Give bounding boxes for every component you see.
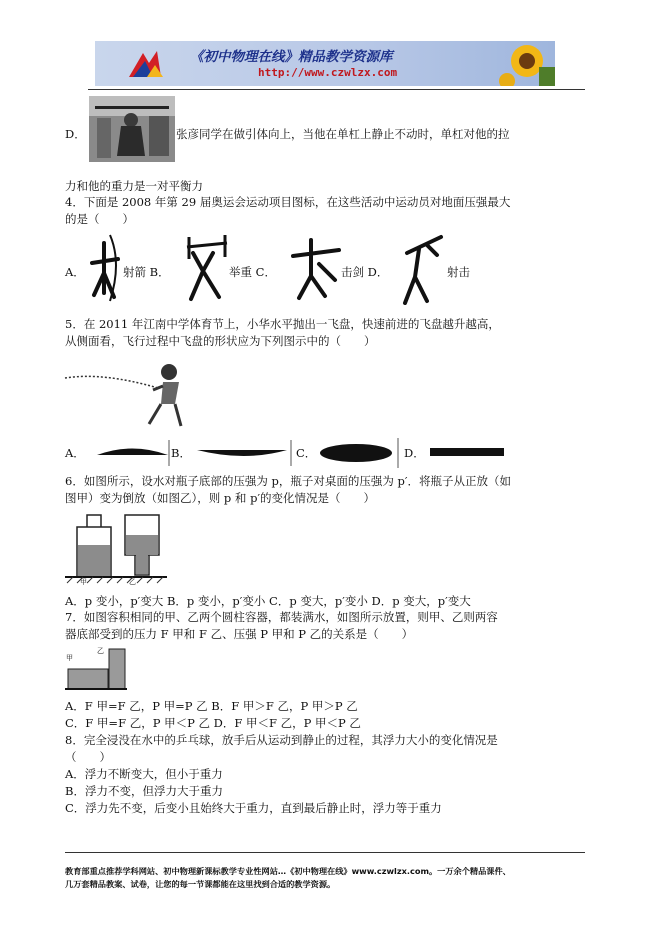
q6-stem-line1: 6．如图所示，设水对瓶子底部的压强为 p，瓶子对桌面的压强为 p′．将瓶子从正放（如 <box>65 474 511 488</box>
disc-shape-c <box>318 438 400 468</box>
pull-up-photo <box>89 96 175 162</box>
q5-option-a-label: A． <box>65 446 85 460</box>
containers-figure <box>63 645 129 693</box>
q5-option-b-label: B． <box>171 446 191 460</box>
pull-up-photo-icon <box>89 96 175 162</box>
q7-options-row1: A．F 甲=F 乙，P 甲=P 乙 B．F 甲＞F 乙，P 甲＞P 乙 <box>65 699 358 713</box>
q4-option-a-label: A． <box>65 265 85 279</box>
header-rule <box>88 89 585 90</box>
q4-option-d-text: 射击 <box>447 265 470 279</box>
q5-stem-line2: 从侧面看，飞行过程中飞盘的形状应为下列图示中的（ ） <box>65 334 376 348</box>
bottles-figure <box>63 509 169 587</box>
q5-stem-line1: 5．在 2011 年江南中学体育节上，小华水平抛出一飞盘，快速前进的飞盘越升越高， <box>65 317 500 331</box>
shooting-pictogram-icon <box>401 233 445 305</box>
q3-option-d-text-cont: 力和他的重力是一对平衡力 <box>65 179 203 193</box>
footer-line2: 几万套精品教案、试卷，让您的每一节课都能在这里找到合适的教学资源。 <box>65 879 336 889</box>
footer-line1: 教育部重点推荐学科网站、初中物理新课标教学专业性网站…《初中物理在线》www.czwlzx.com。一万余个精品课件、 <box>65 866 511 876</box>
weightlifting-pictogram-icon <box>183 233 231 303</box>
q7-label-yi: 乙 <box>97 647 104 655</box>
q8-stem-line1: 8．完全浸没在水中的乒乓球，放手后从运动到静止的过程，其浮力大小的变化情况是 <box>65 733 498 747</box>
fencing-pictogram-icon <box>291 236 341 302</box>
q4-stem-line2: 的是（ ） <box>65 212 134 226</box>
q7-stem-line2: 器底部受到的压力 F 甲和 F 乙、压强 P 甲和 P 乙的关系是（ ） <box>65 627 414 641</box>
q6-options: A．p 变小，p′变大 B．p 变小，p′变小 C．p 变大，p′变小 D．p 变大，p′变大 <box>65 594 471 608</box>
archery-pictogram-icon <box>88 233 124 303</box>
q4-option-c-label: 举重 C． <box>229 265 276 279</box>
q7-stem-line1: 7．如图容积相同的甲、乙两个圆柱容器，都装满水，如图所示放置，则甲、乙则两容 <box>65 610 498 624</box>
q8-option-c: C．浮力先不变，后变小且始终大于重力，直到最后静止时，浮力等于重力 <box>65 801 442 815</box>
q8-option-b: B．浮力不变，但浮力大于重力 <box>65 784 223 798</box>
q6-stem-line2: 图甲）变为倒放（如图乙），则 p 和 p′的变化情况是（ ） <box>65 491 376 505</box>
q7-options-row2: C．F 甲=F 乙，P 甲＜P 乙 D．F 甲＜F 乙，P 甲＜P 乙 <box>65 716 361 730</box>
banner-title: 《初中物理在线》精品教学资源库 <box>190 49 393 65</box>
q5-option-c-label: C． <box>296 446 317 460</box>
q3-option-d-label: D． <box>65 127 86 141</box>
q3-option-d-text: 张彦同学在做引体向上，当他在单杠上静止不动时，单杠对他的拉 <box>176 127 510 141</box>
q5-option-d-label: D． <box>404 446 425 460</box>
q8-option-a: A．浮力不断变大，但小于重力 <box>65 767 223 781</box>
sunflower-icon <box>497 41 555 86</box>
q4-stem-line1: 4．下面是 2008 年第 29 届奥运会运动项目图标，在这些活动中运动员对地面压强最大 <box>65 195 511 209</box>
q4-option-d-label: 击剑 D． <box>341 265 389 279</box>
disc-shape-b <box>195 440 295 466</box>
banner-url: http://www.czwlzx.com <box>258 66 398 79</box>
q4-option-b-label: 射箭 B． <box>123 265 170 279</box>
disc-shape-a <box>95 440 170 466</box>
q7-label-jia: 甲 <box>66 654 73 662</box>
q8-stem-line2: （ ） <box>65 750 111 764</box>
frisbee-throw-figure <box>63 360 183 430</box>
header-banner <box>95 41 555 86</box>
disc-shape-d <box>428 445 506 459</box>
footer-rule <box>65 852 585 853</box>
site-logo-icon <box>123 47 167 81</box>
q6-label-yi: 乙 <box>129 578 136 586</box>
q6-label-jia: 甲 <box>80 578 87 586</box>
